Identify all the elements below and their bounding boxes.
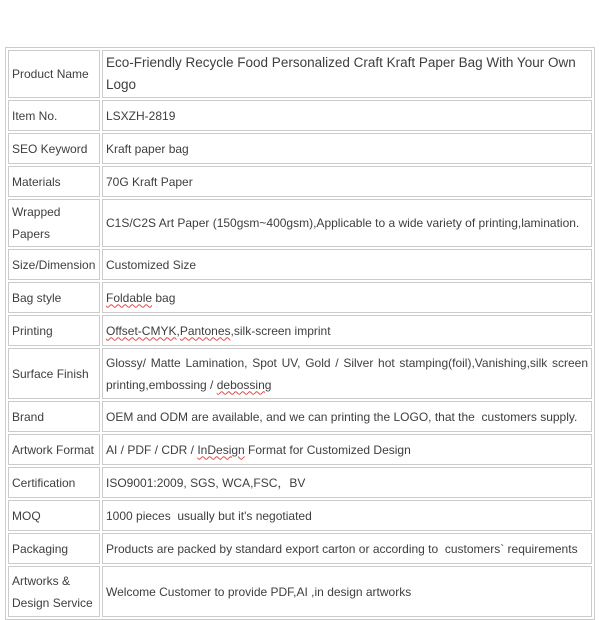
spec-value xyxy=(102,315,592,346)
row-bag-style xyxy=(8,282,592,313)
row-wrapped-papers xyxy=(8,199,592,247)
spec-value: C1S/C2S Art Paper (150gsm~400gsm),Applicable to a wide variety of printing,lamination. xyxy=(102,199,592,247)
spec-label: Printing xyxy=(8,315,100,346)
spec-value-text: , xyxy=(176,323,180,338)
spec-value: 1000 pieces usually but it's negotiated xyxy=(102,500,592,531)
misspelled-word: debossing xyxy=(216,377,272,392)
row-certification xyxy=(8,467,592,498)
row-packaging xyxy=(8,533,592,564)
spec-label: Packaging xyxy=(8,533,100,564)
spec-value: OEM and ODM are available, and we can printing the LOGO, that the customers supply. xyxy=(102,401,592,432)
spec-label: Artworks & Design Service xyxy=(8,566,100,617)
spec-label: Artwork Format xyxy=(8,434,100,465)
row-artworks-design-service xyxy=(8,566,592,617)
spec-value xyxy=(102,348,592,399)
row-materials xyxy=(8,166,592,197)
spec-label: Wrapped Papers xyxy=(8,199,100,247)
misspelled-word: Pantones xyxy=(179,323,231,338)
spec-label: MOQ xyxy=(8,500,100,531)
spec-value: ISO9001:2009, SGS, WCA,FSC，BV xyxy=(102,467,592,498)
spec-value-text: Format for Customized Design xyxy=(244,442,411,457)
spec-value: Products are packed by standard export carton or according to customers` requirements xyxy=(102,533,592,564)
spec-label: SEO Keyword xyxy=(8,133,100,164)
spec-value xyxy=(102,434,592,465)
spec-value: Kraft paper bag xyxy=(102,133,592,164)
row-brand xyxy=(8,401,592,432)
misspelled-word: Foldable xyxy=(106,290,153,305)
spec-value: LSXZH-2819 xyxy=(102,100,592,131)
spec-value xyxy=(102,282,592,313)
row-printing xyxy=(8,315,592,346)
spec-label: Item No. xyxy=(8,100,100,131)
spec-label: Bag style xyxy=(8,282,100,313)
spec-value-text: ,silk-screen imprint xyxy=(230,323,331,338)
product-spec-table-container xyxy=(5,47,595,620)
row-surface-finish xyxy=(8,348,592,399)
misspelled-word: Offset-CMYK xyxy=(106,323,177,338)
row-item-no xyxy=(8,100,592,131)
spec-value: Eco-Friendly Recycle Food Personalized Craft Kraft Paper Bag With Your Own Logo xyxy=(102,50,592,98)
spec-value-text: Glossy/ Matte Lamination, Spot UV, Gold / Silver hot stamping(foil),Vanishing,silk screen printing,embossing / xyxy=(106,355,588,392)
product-spec-table xyxy=(5,47,595,620)
spec-value: 70G Kraft Paper xyxy=(102,166,592,197)
row-product-name xyxy=(8,50,592,98)
row-seo-keyword xyxy=(8,133,592,164)
spec-label: Certification xyxy=(8,467,100,498)
spec-label: Brand xyxy=(8,401,100,432)
row-moq xyxy=(8,500,592,531)
row-size-dimension xyxy=(8,249,592,280)
spec-label: Product Name xyxy=(8,50,100,98)
misspelled-word: InDesign xyxy=(197,442,245,457)
spec-label: Surface Finish xyxy=(8,348,100,399)
spec-value: Welcome Customer to provide PDF,AI ,in design artworks xyxy=(102,566,592,617)
row-artwork-format xyxy=(8,434,592,465)
spec-value: Customized Size xyxy=(102,249,592,280)
spec-label: Size/Dimension xyxy=(8,249,100,280)
spec-value-text: bag xyxy=(152,290,176,305)
spec-value-text: AI / PDF / CDR / xyxy=(106,442,198,457)
spec-label: Materials xyxy=(8,166,100,197)
